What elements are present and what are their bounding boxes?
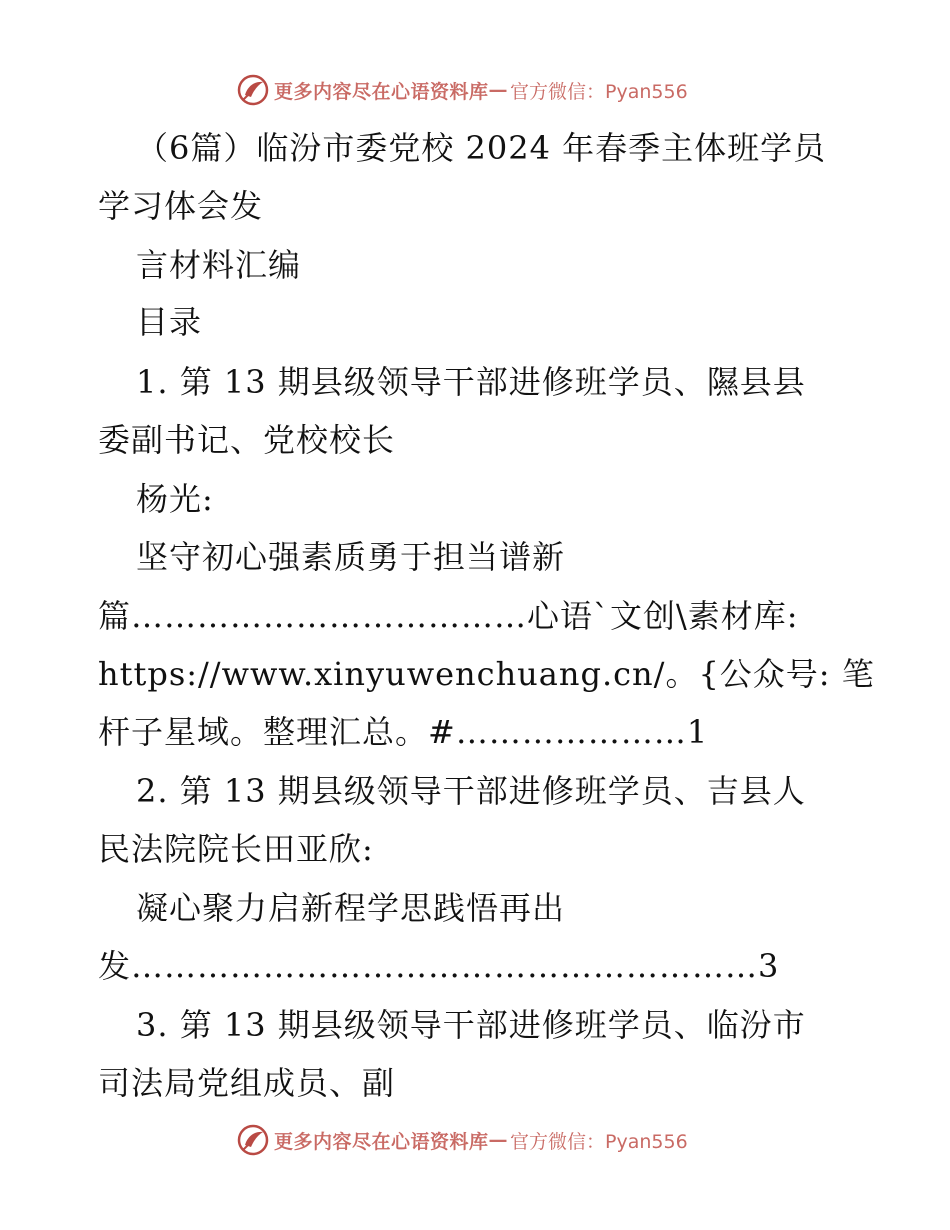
- toc-item-2-line-1: 2. 第 13 期县级领导干部进修班学员、吉县人: [136, 772, 806, 810]
- toc-item-1-line-3: 杨光:: [136, 480, 214, 518]
- toc-item-1-line-6: https://www.xinyuwenchuang.cn/。{公众号: 笔: [98, 655, 875, 693]
- watermark-dash: —: [488, 1129, 509, 1151]
- doc-title-line-1: （6篇）临汾市委党校 2024 年春季主体班学员: [136, 129, 827, 167]
- toc-item-2-line-3: 凝心聚力启新程学思践悟再出: [136, 889, 566, 927]
- toc-item-3-line-1: 3. 第 13 期县级领导干部进修班学员、临汾市: [136, 1006, 806, 1044]
- watermark-site-text: 更多内容尽在心语资料库: [274, 1130, 489, 1153]
- watermark-footer: [236, 1122, 688, 1158]
- toc-item-1-line-7: 杆子星域。整理汇总。#…………………1: [98, 713, 709, 751]
- toc-item-1-line-1: 1. 第 13 期县级领导干部进修班学员、隰县县: [136, 363, 806, 401]
- toc-item-2-line-2: 民法院院长田亚欣:: [98, 830, 374, 868]
- watermark-logo-icon: [236, 1123, 270, 1157]
- toc-item-1-line-5: 篇………………………………心语`文创\素材库:: [98, 597, 799, 635]
- watermark-dash: —: [488, 79, 509, 101]
- watermark-wechat-text: 官方微信：Pyan556: [510, 1130, 688, 1153]
- toc-item-1-line-4: 坚守初心强素质勇于担当谱新: [136, 538, 566, 576]
- toc-item-3-line-2: 司法局党组成员、副: [98, 1064, 396, 1102]
- doc-title-line-3: 言材料汇编: [136, 246, 302, 284]
- toc-item-2-line-4: 发…………………………………………………3: [98, 947, 780, 985]
- doc-title-line-2: 学习体会发: [98, 187, 264, 225]
- toc-heading: 目录: [136, 303, 203, 341]
- watermark-site-text: 更多内容尽在心语资料库: [274, 80, 489, 103]
- watermark-wechat-text: 官方微信：Pyan556: [510, 80, 688, 103]
- toc-item-1-line-2: 委副书记、党校校长: [98, 421, 396, 459]
